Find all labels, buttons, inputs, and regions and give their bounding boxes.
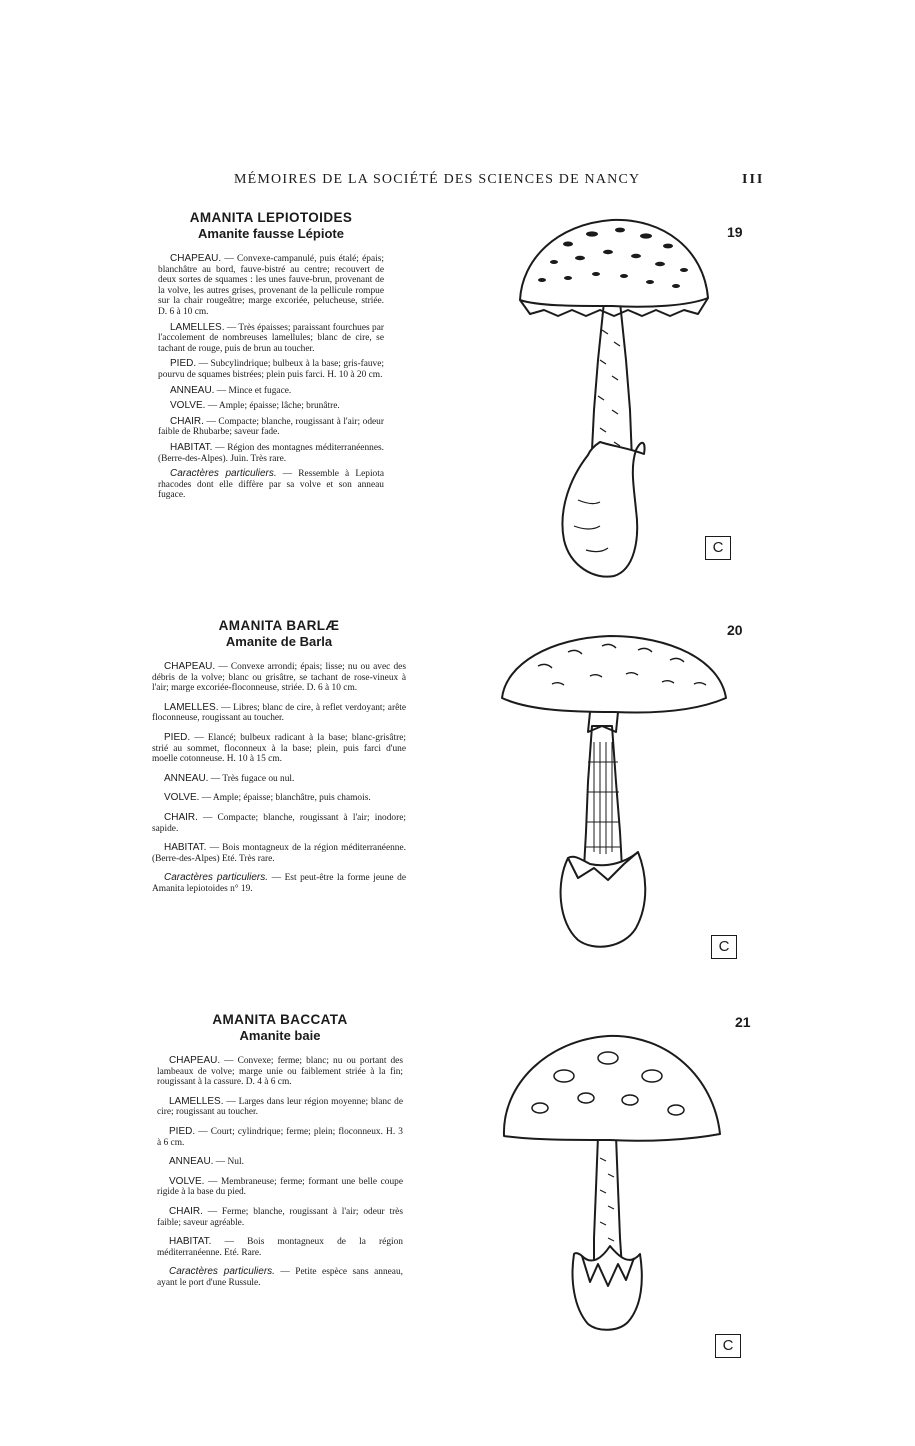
species-entry-lepiotoides [0, 210, 915, 590]
edibility-mark: C [711, 935, 737, 959]
description-cap [152, 662, 406, 694]
mushroom-illustration-lepiotoides [508, 210, 728, 580]
section-label: ANNEAU. [164, 772, 209, 784]
figure-number: 20 [727, 622, 743, 638]
species-entry-barlae [0, 618, 915, 978]
description-gills [152, 703, 406, 724]
figure-number: 19 [727, 224, 743, 240]
species-description [158, 210, 384, 506]
description-volva [158, 401, 384, 412]
description-cap [157, 1056, 403, 1088]
common-name: Amanite baie [239, 1028, 321, 1043]
description-remarks [152, 873, 406, 894]
description-remarks [158, 469, 384, 501]
edibility-mark: C [715, 1334, 741, 1358]
section-label: CHAPEAU. [170, 253, 222, 264]
section-text: — Libres; blanc de cire, à reflet verdoyant; arête floconneuse, rougissant au toucher. [152, 702, 406, 724]
section-label: PIED. [170, 358, 197, 370]
description-gills [157, 1097, 403, 1118]
section-label: ANNEAU. [170, 384, 215, 396]
description-remarks [157, 1267, 403, 1288]
mushroom-illustration-baccata [498, 1018, 728, 1358]
page-number: III [742, 172, 765, 187]
edibility-mark: C [705, 536, 731, 560]
section-text: — Bois montagneux de la région méditerranéenne. Eté. Rare. [157, 1237, 403, 1258]
section-label: HABITAT. [169, 1236, 212, 1248]
section-label: PIED. [169, 1125, 196, 1137]
description-flesh [158, 417, 384, 438]
section-label: CHAIR. [164, 811, 198, 823]
section-text: — Court; cylindrique; ferme; plein; floconneux. H. 3 à 6 cm. [157, 1126, 403, 1148]
section-text: — Petite espèce sans anneau, ayant le port d'une Russule. [157, 1267, 403, 1288]
running-head: MÉMOIRES DE LA SOCIÉTÉ DES SCIENCES DE NANCY [234, 172, 641, 187]
section-label: LAMELLES. [170, 321, 225, 333]
description-ring [158, 386, 384, 397]
section-text: — Est peut-être la forme jeune de Amanita lepiotoides n° 19. [152, 873, 407, 894]
section-label: VOLVE. [164, 792, 200, 804]
description-ring [152, 774, 406, 785]
section-text: — Ferme; blanche, rougissant à l'air; odeur très faible; saveur agréable. [157, 1206, 403, 1228]
species-entry-baccata [0, 1012, 915, 1382]
description-habitat [158, 443, 384, 464]
page-header [0, 172, 915, 194]
section-label: CHAPEAU. [169, 1055, 221, 1066]
section-text: — Région des montagnes méditerranéennes. (Berre-des-Alpes). Juin. Très rare. [158, 442, 384, 464]
species-name: AMANITA BACCATA [212, 1012, 348, 1027]
section-text: — Ressemble à Lepiota rhacodes dont elle diffère par sa volve et son anneau fugace. [158, 469, 384, 501]
section-label: VOLVE. [170, 400, 206, 412]
species-description [157, 1012, 403, 1298]
common-name: Amanite de Barla [225, 634, 333, 649]
description-cap [158, 254, 384, 318]
section-text: — Membraneuse; ferme; formant une belle coupe rigide à la base du pied. [157, 1176, 403, 1198]
description-flesh [157, 1207, 403, 1228]
section-label: LAMELLES. [164, 701, 219, 713]
description-stem [152, 733, 406, 765]
section-text: — Compacte; blanche, rougissant à l'air; inodore; sapide. [152, 812, 406, 834]
section-label: HABITAT. [164, 842, 207, 854]
section-label: HABITAT. [170, 441, 213, 453]
section-label: CHAIR. [170, 415, 204, 427]
description-stem [157, 1127, 403, 1148]
section-text: — Larges dans leur région moyenne; blanc de cire; rougissant au toucher. [157, 1096, 403, 1118]
section-text: — Convexe arrondi; épais; lisse; nu ou avec des débris de la volve; blanc ou grisâtre, se tachant de rose-vineux à l'air; marge excoriée-floconneuse, striée. D. 6 à 10 cm. [152, 662, 406, 694]
section-text: — Convexe; ferme; blanc; nu ou portant des lambeaux de volve; marge unie ou faiblement striée à la fin; rougissant à la cassure. D. 4 à 6 cm. [157, 1056, 403, 1088]
figure-number: 21 [735, 1014, 751, 1030]
description-volva [157, 1177, 403, 1198]
section-text: — Ample; épaisse; lâche; brunâtre. [205, 401, 340, 412]
section-label: ANNEAU. [169, 1156, 214, 1168]
section-text: — Bois montagneux de la région méditerranéenne. (Berre-des-Alpes) Eté. Très rare. [152, 843, 406, 864]
description-ring [157, 1157, 403, 1168]
section-label: CHAPEAU. [164, 661, 216, 672]
species-name: AMANITA BARLÆ [218, 618, 340, 633]
description-stem [158, 359, 384, 380]
section-label: LAMELLES. [169, 1095, 224, 1107]
description-habitat [157, 1237, 403, 1258]
section-label: VOLVE. [169, 1175, 205, 1187]
section-text: — Très épaisses; paraissant fourchues par l'accolement de nombreuses lamellules; blanc de cire, se tachant de rouge, puis de brun au toucher. [158, 322, 384, 354]
common-name: Amanite fausse Lépiote [198, 226, 344, 241]
section-label: Caractères particuliers. [170, 468, 277, 480]
section-text: — Convexe-campanulé, puis étalé; épais; blanchâtre au bord, fauve-bistré au centre; recouvert de deux sortes de squames : les unes fauve-brun, provenant de la volve, les autres grises, provenant de la pellicule rompue sur la chair rougeâtre; marge excoriée, pelucheuse, striée. D. 6 à 10 cm. [158, 254, 384, 317]
section-label: Caractères particuliers. [164, 872, 269, 884]
section-text: — Très fugace ou nul. [208, 773, 295, 784]
description-flesh [152, 813, 406, 834]
description-gills [158, 323, 384, 355]
section-label: Caractères particuliers. [169, 1266, 275, 1278]
section-text: — Elancé; bulbeux radicant à la base; blanc-grisâtre; strié au sommet, floconneux à la base; plein, puis farci d'une moelle cotonneuse. H. 10 à 15 cm. [152, 732, 406, 765]
section-text: — Ample; épaisse; blanchâtre, puis chamois. [199, 793, 371, 804]
description-habitat [152, 843, 406, 864]
section-text: — Nul. [213, 1157, 244, 1168]
mushroom-illustration-barlae [498, 632, 738, 962]
section-text: — Compacte; blanche, rougissant à l'air; odeur faible de Rhubarbe; saveur fade. [158, 416, 384, 438]
section-label: CHAIR. [169, 1205, 203, 1217]
section-text: — Subcylindrique; bulbeux à la base; gris-fauve; pourvu de squames bistrées; plein puis farci. H. 10 à 20 cm. [158, 359, 384, 380]
species-name: AMANITA LEPIOTOIDES [189, 210, 353, 225]
description-volva [152, 793, 406, 804]
section-label: PIED. [164, 731, 191, 743]
section-text: — Mince et fugace. [214, 385, 292, 396]
species-description [152, 618, 406, 904]
